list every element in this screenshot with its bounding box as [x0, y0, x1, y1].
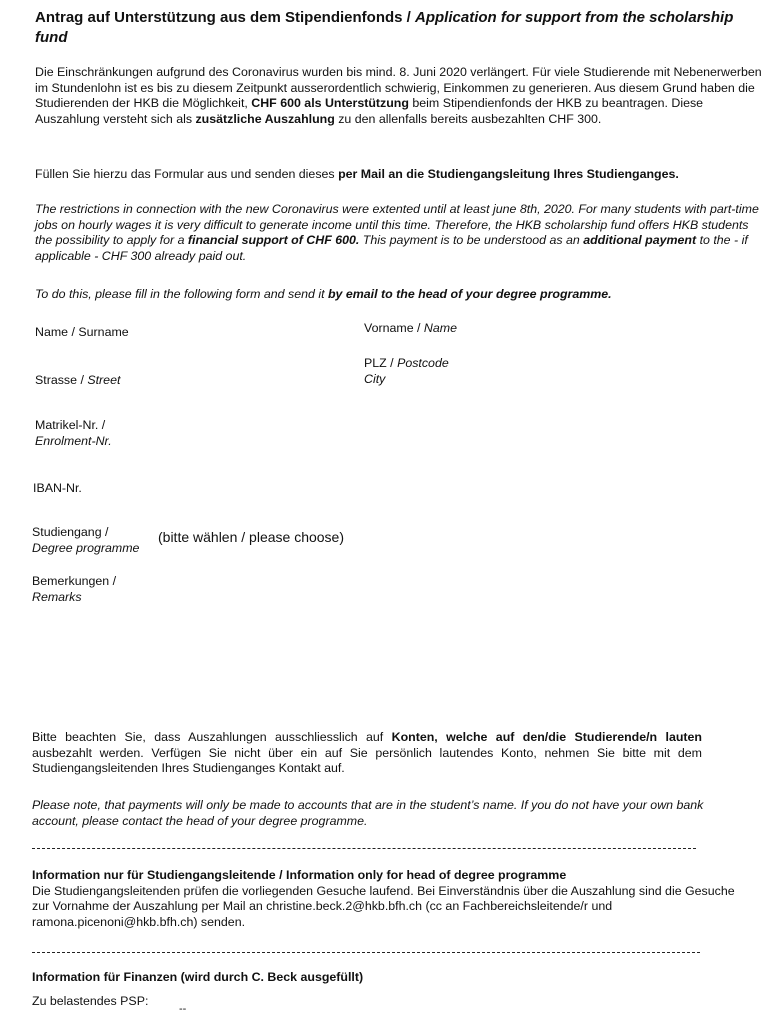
intro-en-text-3: to the - if applicable - CHF 300 already paid out. — [35, 233, 748, 263]
intro-de-paragraph — [35, 65, 765, 127]
intro-en-paragraph — [35, 202, 765, 264]
note-en: Please note, that payments will only be made to accounts that are in the student’s name. If you do not have your own bank account, please contact the head of your degree programme. — [32, 798, 704, 828]
instruction-en — [35, 287, 765, 303]
page-title — [35, 8, 735, 48]
matriculation-label — [35, 418, 112, 449]
firstname-label — [364, 321, 457, 337]
instruction-en-bold: by email to the head of your degree programme. — [327, 287, 612, 301]
surname-input[interactable] — [150, 323, 354, 341]
instruction-de — [35, 167, 765, 183]
instruction-en-text: To do this, please fill in the following form and send it — [35, 287, 328, 301]
note-de-text-1: Bitte beachten Sie, dass Auszahlungen ausschliesslich auf — [32, 730, 392, 744]
surname-label-de: Name / — [35, 325, 79, 339]
head-info-section — [32, 868, 752, 930]
remarks-label-en: Remarks — [32, 589, 82, 604]
street-label — [35, 373, 120, 389]
postcode-label — [364, 356, 449, 387]
finance-heading-text: Information für Finanzen (wird durch C. Beck ausgefüllt) — [32, 970, 364, 984]
instruction-de-bold: per Mail an die Studiengangsleitung Ihres Studienganges. — [338, 167, 679, 181]
divider-dashed — [32, 848, 696, 849]
postcode-label-en: Postcode — [397, 356, 449, 370]
note-de-text-2: ausbezahlt werden. Verfügen Sie nicht über ein auf Sie persönlich lautendes Konto, nehmen Sie bitte mit dem Studiengangsleitenden Ihres Studienganges Kontakt auf. — [32, 745, 702, 775]
programme-label-de: Studiengang / — [32, 525, 109, 539]
remarks-textarea[interactable] — [150, 572, 714, 706]
title-en: Application for support from the scholarship fund — [35, 9, 734, 46]
firstname-input[interactable] — [480, 319, 754, 337]
intro-de-text-2: beim Stipendienfonds der HKB zu beantragen. Diese Auszahlung versteht sich als — [35, 96, 704, 126]
intro-en-bold-2: additional payment — [583, 233, 697, 247]
programme-label-en: Degree programme — [32, 540, 140, 555]
surname-label — [35, 325, 129, 341]
street-label-de: Strasse / — [35, 373, 88, 387]
matriculation-input[interactable] — [150, 426, 454, 444]
iban-input[interactable] — [150, 479, 554, 497]
finance-heading — [32, 970, 363, 986]
title-de: Antrag auf Unterstützung aus dem Stipendienfonds / — [35, 9, 416, 26]
surname-label-en: Surname — [78, 325, 129, 339]
firstname-label-en: Name — [423, 321, 457, 335]
remarks-label — [32, 574, 116, 605]
note-de — [32, 730, 702, 777]
intro-en-bold-1: financial support of CHF 600. — [187, 233, 360, 247]
head-info-text: Die Studiengangsleitenden prüfen die vorliegenden Gesuche laufend. Bei Einverständnis über die Auszahlung sind die Gesuche zur Vornahme der Auszahlung per Mail an christine.beck.2@hkb.bfh.ch (cc an Fachbereichsleitende/r und ramona.picenoni@hkb.bfh.ch) senden. — [32, 883, 735, 929]
intro-en-text-2: This payment is to be understood as an — [359, 233, 584, 247]
firstname-label-de: Vorname / — [364, 321, 424, 335]
intro-de-bold-2: zusätzliche Auszahlung — [195, 111, 335, 126]
street-input[interactable] — [150, 371, 354, 389]
intro-de-text-1: Die Einschränkungen aufgrund des Coronavirus wurden bis mind. 8. Juni 2020 verlängert. Für viele Studierende mit Nebenerwerben im Stundenlohn ist es bis zu diesem Zeitpunkt ausserordentlich schwierig, Einkommen zu generieren. Aus diesem Grund haben die Studierenden der HKB die Möglichkeit, — [35, 65, 762, 110]
postcode-city-input[interactable] — [480, 364, 754, 382]
programme-select[interactable]: (bitte wählen / please choose) — [158, 529, 344, 545]
instruction-de-text: Füllen Sie hierzu das Formular aus und senden dieses — [35, 167, 339, 181]
intro-de-bold-1: CHF 600 als Unterstützung — [251, 96, 409, 110]
psp-label: Zu belastendes PSP: — [32, 994, 149, 1008]
note-de-bold: Konten, welche auf den/die Studierende/n lauten — [391, 730, 702, 744]
psp-value[interactable]: -- — [179, 1003, 187, 1015]
programme-label — [32, 525, 139, 556]
street-label-en: Street — [87, 373, 121, 387]
head-info-heading: Information nur für Studiengangsleitende / Information only for head of degree programme — [32, 868, 567, 882]
intro-de-text-3: zu den allenfalls bereits ausbezahlten CHF 300. — [334, 111, 602, 126]
divider-dashed — [32, 952, 700, 953]
iban-label: IBAN-Nr. — [33, 481, 82, 495]
matriculation-label-en: Enrolment-Nr. — [35, 433, 112, 448]
postcode-label-de: PLZ / — [364, 356, 398, 370]
matriculation-label-de: Matrikel-Nr. / — [35, 418, 106, 432]
city-label: City — [364, 371, 386, 386]
remarks-label-de: Bemerkungen / — [32, 574, 117, 588]
intro-en-text-1: The restrictions in connection with the new Coronavirus were extented until at least june 8th, 2020. For many students with part-time jobs on hourly wages it is very difficult to generate income until this time. Therefore, the HKB scholarship fund offers HKB students the possibility to apply for a — [35, 202, 759, 247]
